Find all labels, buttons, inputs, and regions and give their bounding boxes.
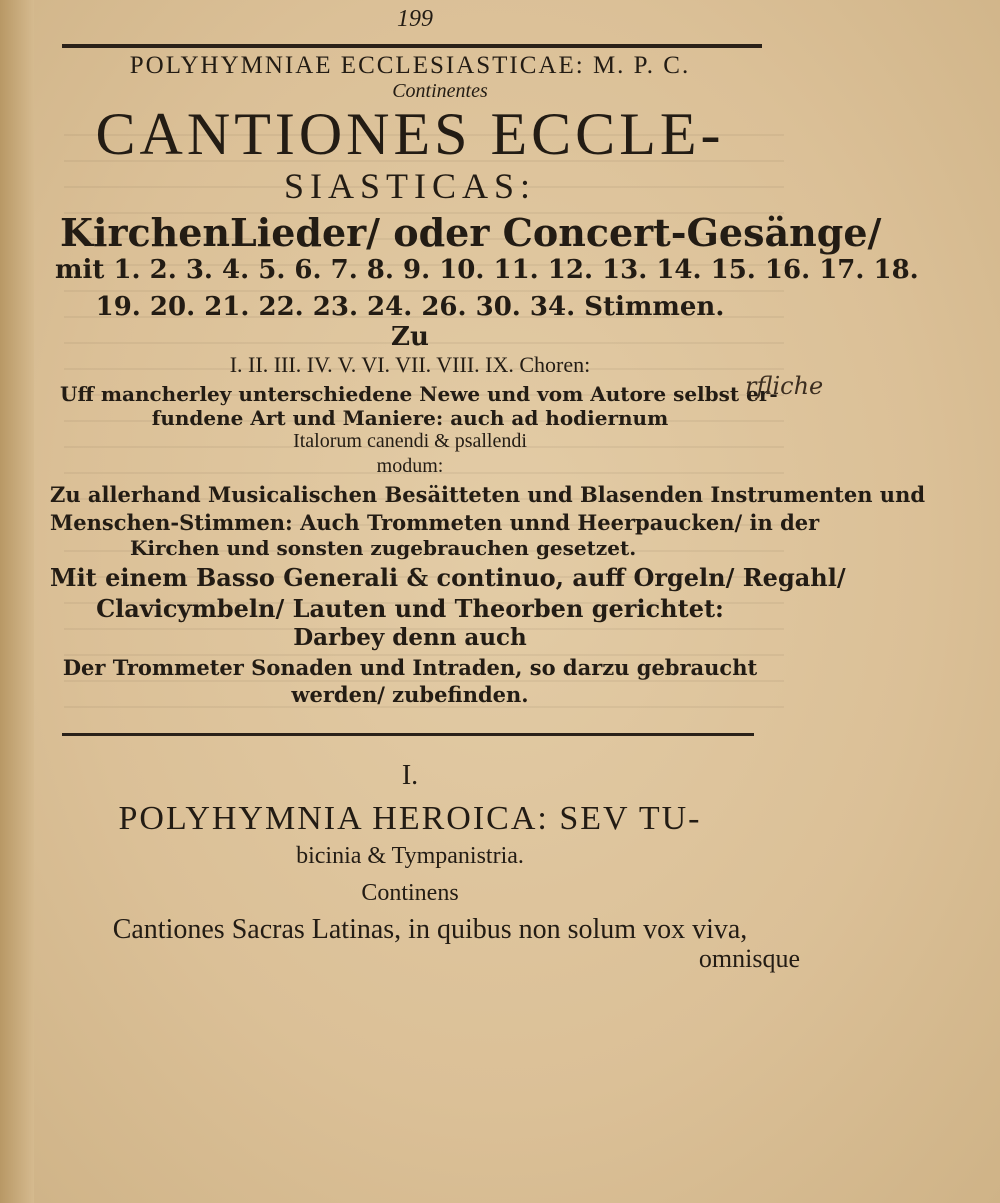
italorum-line: Italorum canendi & psallendi	[293, 430, 527, 452]
margin-annotation: rfliche	[745, 372, 824, 400]
section-rule	[62, 733, 754, 736]
zu-label: Zu	[391, 322, 429, 352]
cantiones-sacras-line: Cantiones Sacras Latinas, in quibus non solum vox viva,	[112, 914, 748, 945]
title-line-1: CANTIONES ECCLE-	[95, 101, 725, 167]
binding-gutter	[0, 0, 34, 1203]
voices-line-1: mit 1. 2. 3. 4. 5. 6. 7. 8. 9. 10. 11. 12. 13. 14. 15. 16. 17. 18.	[55, 255, 919, 285]
continentes-label: Continentes	[392, 80, 488, 102]
instruments-line: Zu allerhand Musicalischen Besäitteten und Blasenden Instrumenten und	[50, 482, 926, 507]
basso-generali-line: Mit einem Basso Generali & continuo, auff Orgeln/ Regahl/	[50, 563, 846, 592]
running-head: POLYHYMNIAE ECCLESIASTICAE: M. P. C.	[129, 52, 691, 79]
menschen-line: Menschen-Stimmen: Auch Trommeten unnd Heerpaucken/ in der	[50, 510, 820, 535]
werden-line: werden/ zubefinden.	[291, 682, 529, 707]
section-number: I.	[401, 760, 419, 791]
catchword: omnisque	[698, 944, 800, 973]
page-number: 199	[397, 6, 433, 32]
vff-line: Uff mancherley unterschiedene Newe und vom Autore selbst er-	[60, 382, 778, 406]
trommeter-line: Der Trommeter Sonaden und Intraden, so darzu gebraucht	[62, 655, 758, 680]
funden-line: fundene Art und Maniere: auch ad hodiernum	[151, 406, 669, 430]
voices-line-2: 19. 20. 21. 22. 23. 24. 26. 30. 34. Stimmen.	[95, 292, 725, 322]
clavicymbeln-line: Clavicymbeln/ Lauten und Theorben gerichtet:	[96, 594, 724, 623]
continens-line: Continens	[361, 880, 459, 906]
polyhymnia-heroica-heading: POLYHYMNIA HEROICA: SEV TU-	[118, 800, 702, 837]
modum-line: modum:	[376, 455, 444, 477]
choren-line: I. II. III. IV. V. VI. VII. VIII. IX. Choren:	[229, 352, 591, 377]
bicinia-line: bicinia & Tympanistria.	[296, 843, 524, 869]
top-rule	[62, 44, 762, 48]
kirchenlieder-line: KirchenLieder/ oder Concert-Gesänge/	[60, 210, 882, 255]
kirchen-gesetzet-line: Kirchen und sonsten zugebrauchen gesetzet.	[130, 536, 637, 560]
darbey-line: Darbey denn auch	[293, 624, 527, 651]
title-line-2: SIASTICAS:	[283, 166, 537, 206]
